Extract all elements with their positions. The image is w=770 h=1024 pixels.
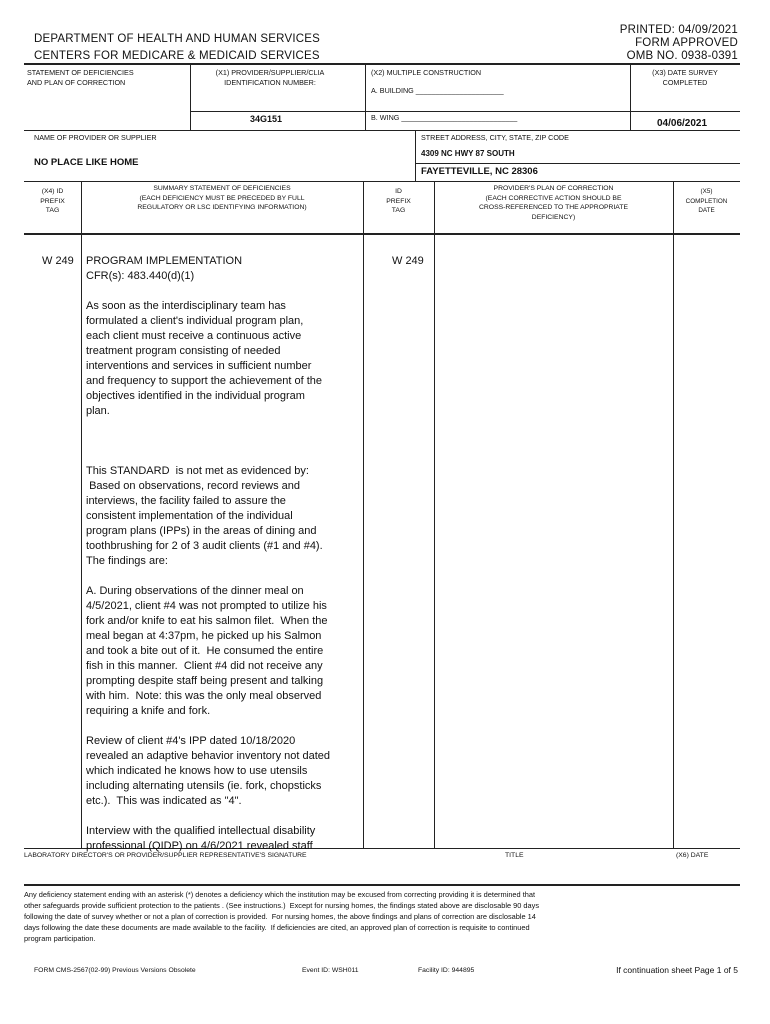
address-rule xyxy=(415,163,740,164)
provider-name: NO PLACE LIKE HOME xyxy=(34,157,139,168)
deficiency-summary xyxy=(86,254,358,869)
x1-value-rule xyxy=(190,111,365,112)
completion-date-header: (X5) COMPLETION DATE xyxy=(685,188,728,214)
deficiency-title: PROGRAM IMPLEMENTATION xyxy=(86,255,243,267)
page-indicator: If continuation sheet Page 1 of 5 xyxy=(616,965,738,975)
id-block-bottom-rule xyxy=(24,130,740,131)
col-divider-plan xyxy=(673,182,674,849)
wing-field: B. WING _____________________________ xyxy=(371,113,518,122)
provider-name-label: NAME OF PROVIDER OR SUPPLIER xyxy=(34,133,157,142)
agency-line: CENTERS FOR MEDICARE & MEDICAID SERVICES xyxy=(34,50,320,62)
deficiency-tag-left: W 249 xyxy=(42,255,74,267)
interview-paragraph: Interview with the qualified intellectual disability professional (QIDP) on 4/6/2021 revealed staff xyxy=(86,825,316,852)
form-approved: FORM APPROVED xyxy=(635,37,738,49)
printed-date: PRINTED: 04/09/2021 xyxy=(619,24,738,36)
divider-x2 xyxy=(365,64,366,131)
observation-paragraph: A. During observations of the dinner meal on 4/5/2021, client #4 was not prompted to utilize his fork and/or knife to eat his salmon filet. When the meal began at 4:37pm, he picked up his Salmon and took a bite out of it. He consumed the entire fish in this manner. Client #4 did not receive any prompting despite staff being present and talking with him. Note: this was the only meal observed requiring a knife and fork. xyxy=(86,585,328,717)
city-state-zip: FAYETTEVILLE, NC 28306 xyxy=(421,166,538,177)
department-line: DEPARTMENT OF HEALTH AND HUMAN SERVICES xyxy=(34,33,320,45)
column-header-bottom-rule xyxy=(24,233,740,235)
x3-value-rule xyxy=(630,111,740,112)
address-label: STREET ADDRESS, CITY, STATE, ZIP CODE xyxy=(421,133,569,142)
summary-header: SUMMARY STATEMENT OF DEFICIENCIES (EACH DEFICIENCY MUST BE PRECEDED BY FULL REGULATORY OR LSC IDENTIFYING INFORMATION) xyxy=(137,185,307,211)
title-label: TITLE xyxy=(505,852,524,859)
signature-bottom-rule xyxy=(24,884,740,886)
id-prefix-header: ID PREFIX TAG xyxy=(386,188,411,214)
event-id: Event ID: WSH011 xyxy=(302,967,359,974)
cfr-citation: CFR(s): 483.440(d)(1) xyxy=(86,270,195,282)
facility-id: Facility ID: 944895 xyxy=(418,967,475,974)
x2-wing-rule xyxy=(365,111,630,112)
date-label: (X6) DATE xyxy=(676,852,709,859)
x2-label: (X2) MULTIPLE CONSTRUCTION xyxy=(371,68,482,77)
building-field: A. BUILDING ______________________ xyxy=(371,86,504,95)
form-number: FORM CMS-2567(02-99) Previous Versions Obsolete xyxy=(34,967,196,974)
signature-label: LABORATORY DIRECTOR'S OR PROVIDER/SUPPLIER REPRESENTATIVE'S SIGNATURE xyxy=(24,852,307,859)
provider-block-bottom-rule xyxy=(24,181,740,182)
survey-completed-date: 04/06/2021 xyxy=(657,118,708,129)
col-divider-summary xyxy=(363,182,364,849)
x3-label: (X3) DATE SURVEY COMPLETED xyxy=(652,68,718,87)
findings-paragraph: This STANDARD is not met as evidenced by: Based on observations, record reviews and interviews, the facility failed to assure the consistent implementation of the individual program plans (IPPs) in the areas of dining and toothbrushing for 2 of 3 audit clients (#1 and #4). The findings are: xyxy=(86,465,323,567)
col-divider-prefix xyxy=(81,182,82,849)
x4-header: (X4) ID PREFIX TAG xyxy=(40,188,65,214)
ipp-review-paragraph: Review of client #4's IPP dated 10/18/2020 revealed an adaptive behavior inventory not dated which indicated he knows how to use utensils including alternating utensils (ie. fork, chopsticks etc.). This was indicated as "4". xyxy=(86,735,331,807)
provider-divider xyxy=(415,131,416,182)
street-address: 4309 NC HWY 87 SOUTH xyxy=(421,149,515,158)
statement-label: STATEMENT OF DEFICIENCIES AND PLAN OF CORRECTION xyxy=(27,68,134,87)
requirement-paragraph: As soon as the interdisciplinary team has formulated a client's individual program plan, each client must receive a continuous active treatment program consisting of needed interventions and services in sufficient number and frequency to support the achievement of the objectives identified in the individual program plan. xyxy=(86,300,323,417)
provider-id-number: 34G151 xyxy=(250,114,283,124)
top-rule xyxy=(24,63,740,65)
plan-header: PROVIDER'S PLAN OF CORRECTION (EACH CORRECTIVE ACTION SHOULD BE CROSS-REFERENCED TO THE APPROPRIATE DEFICIENCY) xyxy=(478,185,629,221)
disclosure-footnote: Any deficiency statement ending with an asterisk (*) denotes a deficiency which the institution may be excused from correcting providing it is determined that other safeguards provide sufficient protection to the patients . (See instructions.) Except for nursing homes, the findings stated above are disclosable 90 days following the date of survey whether or not a plan of correction is provided. For nursing homes, the above findings and plans of correction are disclosable 14 days following the date these documents are made available to the facility. If deficiencies are cited, an approved plan of correction is requisite to continued program participation. xyxy=(24,890,540,943)
omb-number: OMB NO. 0938-0391 xyxy=(626,50,738,62)
x1-label: (X1) PROVIDER/SUPPLIER/CLIA IDENTIFICATION NUMBER: xyxy=(215,68,325,87)
deficiency-tag-right: W 249 xyxy=(392,255,424,267)
col-divider-id xyxy=(434,182,435,849)
